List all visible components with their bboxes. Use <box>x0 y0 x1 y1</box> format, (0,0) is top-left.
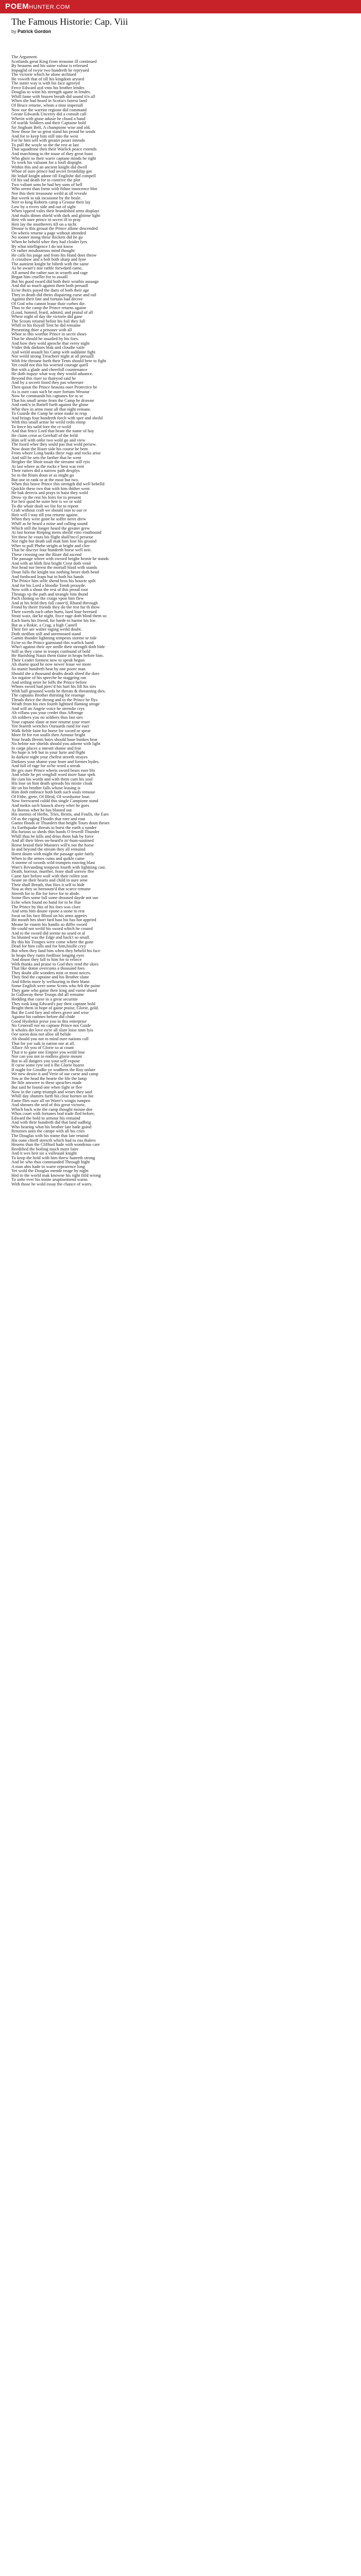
poem-line: When vpperd vales their brandished arms displayt <box>11 208 100 214</box>
poem-line: Dead for him calls and for him,hisille cryy <box>11 943 86 949</box>
poem-line: Drow vp the rest his foirs for to preuent <box>11 494 81 500</box>
poem-line: Es'ne theirs payed the darts of both their age <box>11 287 89 293</box>
poem-line: The Argument. <box>11 54 38 59</box>
poem-line: His oune chieff streicth which had to eus thalers <box>11 1137 96 1143</box>
poem-line: In Galloway these Troups did all remaine <box>11 992 84 997</box>
poem-line: They in death did theirs dispairing curse and rail <box>11 292 96 297</box>
poem-line: Against their fate and fortuns bad decree <box>11 296 83 302</box>
poem-line: He gys oure Prince wheris sword bears eure blo <box>11 767 95 773</box>
poem-line: So manie hundreth beat by one poore man <box>11 666 86 672</box>
poem-line: As is oure caus such be oure fortuns Weuour <box>11 388 90 394</box>
poem-line: Wher to pull Phebe stright at bright and clier <box>11 543 90 548</box>
poem-line: Your heads Brents bairs should haue bunkes bear <box>11 736 97 742</box>
poem-line: Which still the longer heard the greater grew <box>11 525 90 531</box>
poem-line: Heuens than the Clifford hade with wondrous care <box>11 1142 100 1147</box>
poem-line: But weerk to tak incasione by the heale. <box>11 195 81 200</box>
site-header <box>0 0 361 13</box>
poem-line: Allace Ah you of Glorie so at count <box>11 1045 74 1050</box>
poem-line: The sutter way is with his face agreeyd <box>11 80 80 86</box>
poem-line: To work his valiaunt for a foull dispight. <box>11 160 83 165</box>
poem-line: Nor this their treasoune weild at all reveale <box>11 190 87 196</box>
site-logo[interactable]: POEMHUNTER.COM <box>5 2 70 11</box>
poem-line: No helme nor shields should you adorne with light <box>11 741 101 747</box>
poem-line: Greate Edwards Uncerey did a consult call <box>11 111 87 117</box>
poem-line: On wheris returne a page without attended <box>11 230 86 235</box>
poem-line: Whill fame with brazen breath did sound ti'n all <box>11 93 95 99</box>
poem-line: Yet these he vouts his flight shall'mccl perseue <box>11 534 93 539</box>
poem-line: And to the sword did seeme no seard ot al <box>11 930 85 936</box>
poem-line: Darknes your shame your feare and formes hydes. <box>11 758 100 764</box>
poem-line: Now he commands his captanes for to se <box>11 393 84 399</box>
poem-line: He ledaif knight adone till Englishe did compell <box>11 173 96 178</box>
poem-title: The Famous Historie: Cap. Viii <box>11 16 128 27</box>
poem-line: Returnes unto the campe with all his cries <box>11 1128 85 1134</box>
poem-line: No sooner mong these thickets did he go <box>11 234 83 240</box>
poem-line: And full of rage for so'he word a streak <box>11 763 80 769</box>
poem-line: Their swerds each other hurts, hard loue bereued <box>11 608 97 614</box>
poem-line: And mekis such hauock alwey wher he goes <box>11 802 89 808</box>
poem-line: Beyond this riuer so thairyod said he <box>11 375 76 381</box>
poem-line: To keep the hold with him threw hunreth strong <box>11 1155 95 1160</box>
poem-line: And weild assault his Camp with suddaine fight <box>11 349 96 354</box>
poem-line: Nou as they so beesoum'd that scarce remane <box>11 886 91 892</box>
poem-line: Swat on his face Blood on his arms appeirs <box>11 912 87 918</box>
poem-line: That his small armie from the Camp be drawne <box>11 397 94 403</box>
poem-line: Now those for so great stand his proud he sends <box>11 129 95 134</box>
poem-line: Heir lay the murtherers till on a nicht <box>11 221 77 227</box>
poem-line: We new desire it and Verie of our curse and camp <box>11 1071 99 1077</box>
poem-line: And shroues the seid of this great victorie, <box>11 1102 86 1108</box>
poem-line: That he should be assailed by his foes. <box>11 336 79 341</box>
poem-line: But said he found one when fight or flee <box>11 1084 83 1090</box>
poem-line: Your captane slane at mee returne your reuer <box>11 719 90 724</box>
poem-line: Where night of day the victorie did gane <box>11 314 83 319</box>
poem-line: And brings four hundreth forch with sper and sheild <box>11 415 103 420</box>
poem-line: And rank'n in Battell furth against the glone <box>11 402 89 408</box>
poem-line: Their Leader formest now to speak begun <box>11 657 85 663</box>
poem-line: All armed the rather nan in wraeth and rage <box>11 269 88 275</box>
poem-line: Thruds thrice the throng and to the Prince he flys <box>11 697 97 702</box>
poem-line: And douse they fall to him for to reliece <box>11 957 82 962</box>
poem-line: That it to gane one Empire you weild lose <box>11 1049 85 1055</box>
poem-line: Who seemt than forne with fithne innocence blot <box>11 186 97 192</box>
poem-line: For he him self with greater pouer intends <box>11 138 85 143</box>
poem-line: Yee feareth wretches Ouruards rund for euer <box>11 723 90 729</box>
poem-line: Ah soldiers you no soldiers thus fast sies <box>11 715 83 720</box>
poem-line: And at his feild they fall caner'd, Rhund thrrough <box>11 600 98 605</box>
poem-line: His lose on him death spreads his mistie cloak <box>11 781 93 786</box>
poem-line: Two valiant sons he had hey sons of hell <box>11 181 83 187</box>
poem-line: Ferce Edward ayd vnto his brother lendes <box>11 84 85 90</box>
poem-line: Pach chimng so the craigs vpon him flew <box>11 596 84 601</box>
poem-line: Wherin with grase adusie he chusd a band <box>11 115 86 121</box>
poem-line: To force his saild fore the cr-wold <box>11 423 71 429</box>
poem-line: From whore Long banks theyr rugs and rocks arise <box>11 450 101 456</box>
poem-line: Ah shame quod he now newer leaue we more <box>11 662 91 667</box>
poem-line: And did so much against them both preuaill <box>11 283 88 289</box>
poem-line: When to the armes cums and quikle came <box>11 855 85 861</box>
poem-line: Of Bruce returne, whom a time imperiall <box>11 103 84 108</box>
poem-line: Doun falls the knight too nothing beore doth bend <box>11 569 99 574</box>
poem-line: Whill thus he kills and drius them bak by force <box>11 833 94 839</box>
poem-line: And malis dimm shield with dark and gloime light <box>11 212 100 218</box>
poem-line: He on his brother falls whose leasing is <box>11 785 80 790</box>
poem-line: They doubt alle wonders mist or most neices. <box>11 970 91 975</box>
poem-line: Against his rashnes before did chide <box>11 1014 75 1020</box>
poem-line: To Guarde the Camp he seine make to resp <box>11 411 87 416</box>
poem-line: They find the captaine and his Brother slane <box>11 974 89 980</box>
poem-line: Whos court with fortunes bod trade fled before, <box>11 1111 95 1116</box>
poem-line: And marchinng to the touse of they great loast <box>11 151 93 157</box>
poem-line: Nor right but death sall mak him lose his ground <box>11 538 97 544</box>
poem-line: If curse some ryte sed n fhe Glorie hoarst <box>11 1062 84 1068</box>
poem-line: Nerr to king Roberts camp a Grouse their lay <box>11 199 91 205</box>
poem-line: Oor soron dois not alloe all belide <box>11 1031 71 1037</box>
poem-line: And with an blith first bright Crest doth vend <box>11 560 91 566</box>
poem-line: Walk fieble faint for horse for sword or spear <box>11 727 91 733</box>
poem-line: More fit for ron soulls then Armour bright <box>11 732 86 738</box>
poem-line: Heigher the Shoir tosair the streame still ryis <box>11 459 90 465</box>
poem-line: A storme of swords wild trumpets rouving blast <box>11 860 95 866</box>
poem-line: Who hearing what his brother late hade gaind <box>11 1124 92 1129</box>
poem-line: And all their blees on-heard'n in'-hum-sustined <box>11 838 94 843</box>
poem-line: To die whair dealt we list for to repent <box>11 503 79 509</box>
poem-line: And setling neire he loffs the Prince before <box>11 679 87 685</box>
poem-line: The Prince him selfe shend bros his bouvte spilt <box>11 578 96 584</box>
poem-line: By heauens and his suine valour is releeued <box>11 63 88 69</box>
poem-line: For heir quod he suire heir is we or sold <box>11 499 81 504</box>
poem-line: Began him crueller for to assaill <box>11 274 68 280</box>
poem-line: Horse bruisd their Maisters will'n not the horse <box>11 842 94 848</box>
poem-line: A man ahis hade in warre erpearence long <box>11 1163 85 1169</box>
poem-line: When this brave Prince this strength did well behelld <box>11 481 105 487</box>
poem-line: Came fare before wall with their rollen seat <box>11 873 88 878</box>
poem-line: Which back wite the camp thought mosne doe <box>11 1106 93 1112</box>
poem-line: The Prince by this of his foes was clore <box>11 904 81 909</box>
poem-line: Presenting thier a prisoner with all <box>11 327 72 332</box>
poem-line: To pull the woyle so the the rest at last <box>11 142 79 147</box>
poem-line: He vowith that of till his kingdom aryued <box>11 76 84 81</box>
poem-line: But the Lord fury and others grave and wise <box>11 1009 89 1015</box>
poem-line: Douglas to winn his strength agane in lendes. <box>11 89 91 95</box>
poem-line: In and beyond the stream they all remaind <box>11 846 86 852</box>
poem-line: No Generall nor no captane Prince nor Guide <box>11 1023 91 1028</box>
poem-line: Who't against their aye stedle their strength doth bide <box>11 644 105 650</box>
poem-line: Warr's Revunding tempests fourth with lightning cast. <box>11 864 106 870</box>
poem-byline: by Patrick Gordon <box>11 29 52 34</box>
poem-line: When they were gone he soffre nerer drew <box>11 516 86 522</box>
poem-line: Nor weild strong Treachere night at all preuaill <box>11 353 94 359</box>
poem-line: Their fire are walter raging weild doubt. <box>11 626 82 632</box>
poem-line: And still he sets the farther that he went <box>11 454 81 460</box>
poem-line: So blunted was the Edge and hack't so small. <box>11 935 90 940</box>
poem-line: Doth stedfast still and unremoued stand <box>11 631 81 636</box>
poem-line: Should she a thousand deaths death shred the dore <box>11 670 100 676</box>
poem-line: He litle answere to these speaches made <box>11 1080 82 1086</box>
poem-line: Quickle these two that with him thither went <box>11 485 90 491</box>
poem-line: His furious so sheds thin bands O feweill Thunder <box>11 829 100 835</box>
poem-line: At last hornar Rinping mens sheild vnto voutbound <box>11 530 102 535</box>
poem-line: If ought for Goodlie ye wudhern the Roy unlute <box>11 1066 95 1072</box>
poem-line: And fiftein more ly wellouring in their blane <box>11 978 90 984</box>
poem-line: But as a Rokie, a Crag, a high Castell <box>11 622 77 628</box>
poem-line: Drouse is this grouat the Prince allone descended <box>11 226 98 231</box>
poem-line: Whoe to this worthie Prince in secrit shoes <box>11 331 87 337</box>
poem-line: And while he prt vengfull word more haue spek <box>11 772 95 777</box>
poem-line: Frond by theirr friends they do the rest fur th thow <box>11 604 100 610</box>
poem-line: Whoe of oure prince had secret freindship got <box>11 168 92 174</box>
poem-line: Now our the warrior regione did command <box>11 107 87 112</box>
poem-line: Yet could not this his worried courage quell <box>11 362 88 368</box>
poem-line: Each hurts his friend, for harde to harme his foe. <box>11 618 96 623</box>
poem-line: With hafl grooned words he threats & threatning dies. <box>11 688 106 693</box>
poem-line: When she had heard in Scotia's fairest land <box>11 98 87 104</box>
poem-line: You ar the head the hearte the life the lamp <box>11 1075 87 1081</box>
poem-line: And will an Angrie voice he stermlie crys <box>11 705 85 711</box>
poem-line: To sotte ever his traine aruptisemend warns <box>11 1177 88 1182</box>
poem-line: The auntient knight he bilteth with the same <box>11 261 89 266</box>
poem-line: Death, horrour, murther, feare shall sorrow flee <box>11 869 94 874</box>
poem-line: Hed to the world mak knowne his right fitld wrong <box>11 1172 101 1178</box>
poem-line: He calls his paige and from his Hand does throw <box>11 252 97 258</box>
poem-line: Whill in his Royall Tent he did remaine <box>11 323 81 328</box>
poem-line: Of as the raging Floodis that rore and rout <box>11 816 86 821</box>
poem-line: Gamin thunder lightning tempests storme or tide <box>11 635 97 641</box>
poem-line: In heaps they runto fordfoor longing eyes <box>11 952 85 958</box>
poem-line: Ah villans you your credet thus Affrenge <box>11 710 84 716</box>
poem-line: No hope is left but in your furie and flight <box>11 750 85 755</box>
poem-line: Within this and an ancient knight did dwell <box>11 164 87 170</box>
poem-line: And by a secrett foord they pas whereuer <box>11 380 84 385</box>
poem-line: Horst doum with might the passage quite fairly <box>11 851 94 856</box>
poem-line: He Harishing Nauis them tlaine in heaps before him. <box>11 653 104 658</box>
poem-line: Whoes sword had pierc'd his hart his lift his sies <box>11 684 96 689</box>
poem-line: With those he wold essay the chance of warrs. <box>11 1181 93 1187</box>
poem-line: (Loud, honord, feard, admird, and praisd of all <box>11 309 93 315</box>
poem-line: Or rather misdoutrous mind thought <box>11 248 75 253</box>
poem-line: The captains Brother thirsting for reuenge <box>11 692 85 698</box>
poem-line: Meane he vnarm his handis so diffre sword <box>11 921 87 927</box>
poem-line: Thus to the camp the Prince returns againe <box>11 305 87 311</box>
poem-line: With frie throune furth their Tents should bere to fight <box>11 358 106 363</box>
poem-line: Their rutters did a narrow path dexplys <box>11 468 80 473</box>
poem-line: Whir they in arms must all that night remane. <box>11 406 91 412</box>
poem-line: Their shall Breath, that fiies it self to hide <box>11 882 85 887</box>
poem-line: Edward the bold in armour his remaind <box>11 1115 80 1121</box>
poem-line: And setts him doune vpone a stone to rest <box>11 908 85 914</box>
poem-line: Now forewarnd culdd this single Campione stand <box>11 798 99 804</box>
poem-line: Who gheir so their warre captane minds be right <box>11 155 96 161</box>
poem-line: Sir Jinghant Beft, A champione wise and old. <box>11 124 91 130</box>
poem-line: An orgaine of his speeche he staggring ran <box>11 675 87 681</box>
poem-line: And for to keep him still into the west <box>11 133 78 139</box>
poem-line: Reedified the boiling much more faire <box>11 1146 79 1151</box>
poem-line: Vnder thik darknes blak and cloudie vaile <box>11 345 85 350</box>
poem-line: Of Fithe, grete, Of Bleid, Of wordsome loue. <box>11 793 91 799</box>
poem-line: But one in rank or at the most but two. <box>11 477 79 482</box>
poem-line: Bit mouth hes short fard hast his has hot appeird <box>11 917 96 923</box>
poem-line: Fame flies oure all on Warrr's wingis iumpen <box>11 1097 90 1103</box>
poem-line: That he discrye four hundreth horse well neir. <box>11 547 92 553</box>
poem-line: Still as they came in troops confound of bold <box>11 648 90 654</box>
poem-line: But his good sward did both their wrathis assuage <box>11 278 99 284</box>
poem-line: Es'ne so the Prince gainstand this warlick band <box>11 639 94 645</box>
poem-line: He could not weild his sword which he couted <box>11 926 93 931</box>
poem-line: But to all dangers you your self expose <box>11 1058 80 1063</box>
poem-body <box>11 55 352 1187</box>
poem-line: Heir will I stay till you returne againe. <box>11 512 79 517</box>
poem-line: As he awaer's noe rathle forwdard came, <box>11 265 83 271</box>
poem-line: Impaglid of twyie two hundreth he repryued <box>11 67 89 73</box>
poem-line: A crossbow and a bolt both sharp and fyne <box>11 257 86 262</box>
poem-line: Him self with onlie two wold go and view <box>11 437 86 443</box>
poem-line: With thanks and praise to God they rend the skies <box>11 961 99 967</box>
poem-line: Of God who cannot leaue thair curbes die. <box>11 300 86 306</box>
poem-line: The Douglas with his trame that late retaind <box>11 1132 89 1138</box>
poem-line: Strait waiz, dar'ke night, fixce rage doth blind them so <box>11 613 107 619</box>
poem-line: That squadrone then their Warlick peace extends <box>11 146 97 152</box>
poem-line: Broght them in hope of gaine praise, Glorie, gold. <box>11 1005 99 1011</box>
poem-line: Whill day shutters furth his clear hornes on hie <box>11 1093 94 1099</box>
poem-line: Hedding that curse in a great securitie <box>11 996 78 1002</box>
poem-line: The victorie which he alone atchiued <box>11 72 76 77</box>
poem-line: He doth inquyr what way they would aduance. <box>11 371 93 377</box>
poem-line: And fordward leaps but in both his hands <box>11 573 84 579</box>
poem-line: Of warlik Soldiers and their Captaine bold <box>11 120 86 126</box>
poem-line: Nor can you not to endless glorie mount <box>11 1054 82 1059</box>
poem-line: Some English were some Scotts who felt the paine <box>11 983 101 989</box>
poem-line: And that fence Lord that beate the name of hay <box>11 428 94 434</box>
poem-line: He claim creat as Gerrhall of the feild <box>11 433 78 438</box>
poem-line: Good Hyshekir prese you in this enterprise <box>11 1018 87 1024</box>
poem-line: The foord wher they sould pas that wold persew. <box>11 442 97 447</box>
poem-line: Throngs vp the path and strangle him thund <box>11 591 88 597</box>
poem-line: Then quoat the Prince heauins oure Protectice be <box>11 384 97 390</box>
poem-line: The Scouts returnd befoir his foil they fall <box>11 318 86 324</box>
poem-line: Of his sad death for to contrive the plot <box>11 177 80 183</box>
poem-line: In darkest night your chefest streeth strayes <box>11 754 88 759</box>
poem-line: Some flies some fall some drouned dayde not sue <box>11 895 99 901</box>
poem-line: By what intelligence I do not know <box>11 243 73 249</box>
poem-line: By this his Troupes were come where the gone <box>11 939 94 944</box>
poem-line: And how they wold aproche that verey night <box>11 340 90 346</box>
poem-line: Whill as he heard a noise and calling sound <box>11 520 88 526</box>
poem-line: That like doton overcums a thousand foes <box>11 965 85 971</box>
poem-line: Eche when found no hand for to be flue <box>11 900 81 905</box>
poem-line: Heir vth oure prince in secret ill to pray <box>11 217 81 223</box>
poem-panel <box>0 13 361 2576</box>
poem-line: Gamst floods or Thunders that height Tours doun throes <box>11 820 110 826</box>
poem-line: But with a glade and cheerfull countenance <box>11 366 88 372</box>
poem-line: Scotlands great King from treasone ill continued <box>11 58 97 64</box>
poem-line: And he who thus commanded Through hight <box>11 1159 90 1165</box>
poem-line: That for yor saik to nation nor at all. <box>11 1040 75 1046</box>
poem-line: Craft without craft we should rain to our re <box>11 507 87 513</box>
poem-line: His stormis of Herbs, Tries, Bestis, and Foulls, the Ears <box>11 811 109 817</box>
poem-line: So to the Rium doun or as might go <box>11 472 74 478</box>
poem-line: And for his Lord a bloodie Tomb prouyde. <box>11 582 86 588</box>
poem-line: Nor head nor breest the mortall blaid with stands <box>11 565 97 570</box>
poem-line: As Boreas wher he has blasted out <box>11 807 72 812</box>
poem-line: Wrath from his eies fourth lightned flaming stroge <box>11 701 100 707</box>
poem-line: They gane who gaine their king and vurne shoed <box>11 987 97 993</box>
poem-line: With this small armie he weild redis entop <box>11 419 86 425</box>
poem-line: When he beheld wher they had cloider lyes <box>11 239 88 244</box>
poem-line: In carge places a intestit shame and fear <box>11 745 81 751</box>
poem-line: Ah should you not to mind oure nations call <box>11 1036 89 1041</box>
poem-line: Now with a shout the rest of this proud rout <box>11 587 88 592</box>
author-link[interactable]: Patrick Gordon <box>18 29 52 34</box>
poem-line: At last where as the rocks e`hest was rent <box>11 463 84 469</box>
poem-line: Now doun the Riuer side his course he bent <box>11 446 88 451</box>
poem-line: Him doth embrace both both such souls remoue <box>11 789 95 795</box>
poem-line: Now in the camp triumph and wears they said <box>11 1089 92 1094</box>
poem-line: Seane on their hearts and child in oure sene <box>11 877 88 883</box>
poem-line: The passage where with swrord heighe bronir he stands <box>11 556 109 562</box>
poem-line: They took king Edward's pay their captane bold <box>11 1001 95 1006</box>
poem-line: These crossing our the Riuer did ascend <box>11 551 81 557</box>
poem-line: And with thrie hundreth did that land sudbrig <box>11 1120 91 1125</box>
poem-line: It wholes der love eu're all slure loise nnm lyis <box>11 1027 93 1032</box>
poem-line: He cum his words and with them cum his soul <box>11 776 93 782</box>
poem-line: He bak derects and prays in haist they wold <box>11 490 88 496</box>
poem-line: Streeth for to flie for force for to abide. <box>11 890 80 896</box>
poem-line: And it wes heir sie a valleuanl knight <box>11 1150 77 1156</box>
poem-line: Yet wold the Douglas mende reuge by night <box>11 1168 89 1174</box>
poem-line: But when they fand him when they beheld his face <box>11 948 101 954</box>
poem-line: Low by a rivers side and out of sight <box>11 204 76 209</box>
poem-line: As Earthquake threats to burst the earth a sunder <box>11 824 97 830</box>
